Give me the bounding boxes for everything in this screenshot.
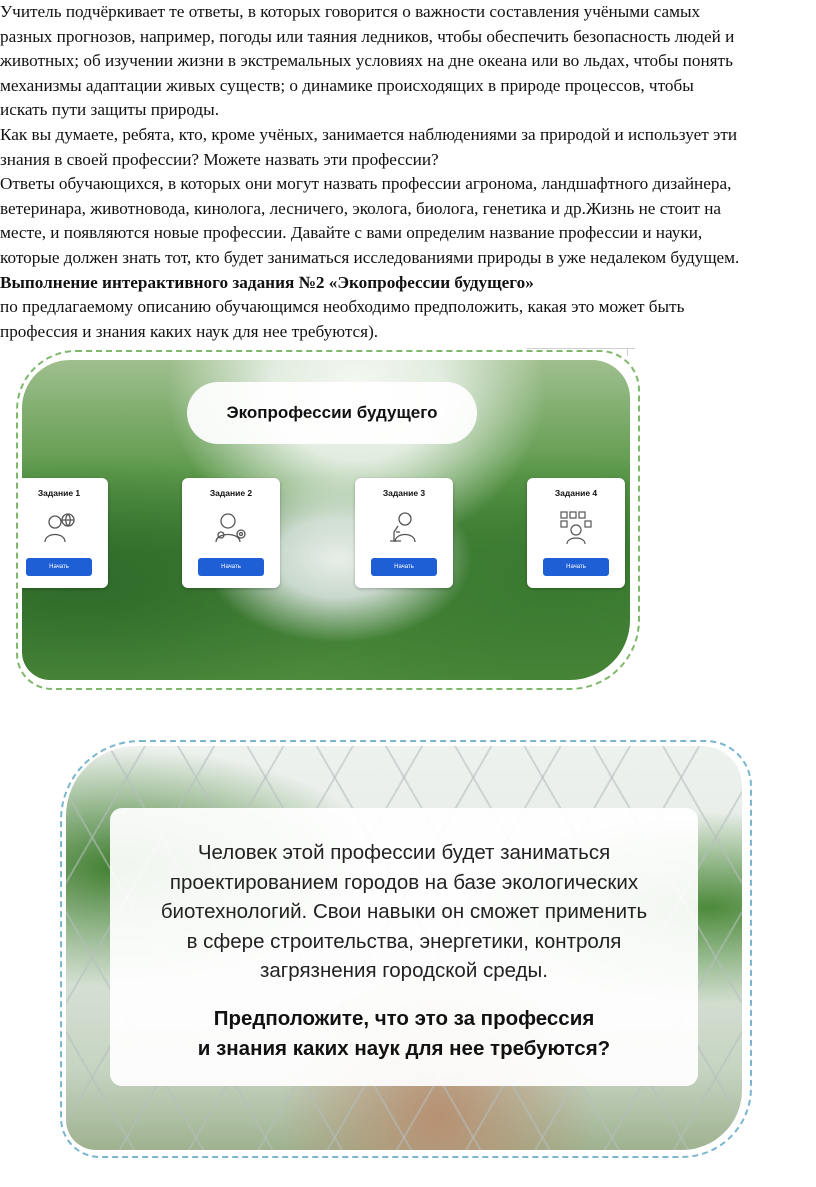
question-prompt xyxy=(110,1004,698,1063)
paragraph-line: ветеринара, животновода, кинолога, лесничего, эколога, биолога, генетика и др.Жизнь не стоит на xyxy=(0,198,722,218)
profession-description xyxy=(110,838,698,986)
paragraph-line: механизмы адаптации живых существ; о динамике происходящих в природе процессов, чтобы xyxy=(0,75,694,95)
task-title: Задание 4 xyxy=(554,488,598,498)
description-line: Человек этой профессии будет заниматься xyxy=(197,841,611,864)
paragraph-line: по предлагаемому описанию обучающимся необходимо предположить, какая это может быть xyxy=(0,297,685,317)
task-card-3[interactable] xyxy=(355,478,453,588)
description-line: загрязнения городской среды. xyxy=(260,959,548,983)
paragraph-line: животных; об изучении жизни в экстремальных условиях на дне океана или во льдах, чтобы понять xyxy=(0,51,733,71)
question-card xyxy=(110,808,698,1086)
screenshot-edge xyxy=(627,348,628,356)
task-title: Задание 3 xyxy=(382,488,426,498)
person-with-data-grid-icon xyxy=(557,508,595,546)
paragraph-line: которые должен знать тот, кто будет заниматься исследованиями природы в уже недалеком будущем. xyxy=(0,247,740,267)
task-card-4[interactable] xyxy=(527,478,625,588)
paragraph-line: профессия и знания каких наук для нее требуются). xyxy=(0,321,379,341)
scientist-with-microscope-icon xyxy=(385,508,423,546)
slide-ecoprofessions-menu xyxy=(22,360,630,680)
paragraph-line: разных прогнозов, например, погоды или таяния ледников, чтобы обеспечить безопасность людей и xyxy=(0,26,735,46)
task-card-1[interactable] xyxy=(22,478,108,588)
task-card-2[interactable] xyxy=(182,478,280,588)
section-heading: Выполнение интерактивного задания №2 «Экопрофессии будущего» xyxy=(0,272,534,292)
paragraph-line: искать пути защиты природы. xyxy=(0,100,220,120)
paragraph-line: Ответы обучающихся, в которых они могут назвать профессии агронома, ландшафтного дизайнера, xyxy=(0,174,732,194)
paragraph-line: Как вы думаете, ребята, кто, кроме учёных, занимается наблюдениями за природой и использует эти xyxy=(0,124,738,144)
start-task-3-button[interactable]: Начать xyxy=(371,558,437,576)
description-line: в сфере строительства, энергетики, контроля xyxy=(186,929,622,953)
description-line: проектированием городов на базе экологических xyxy=(169,870,639,894)
paragraph-line: знания в своей профессии? Можете назвать эти профессии? xyxy=(0,149,439,169)
start-task-1-button[interactable]: Начать xyxy=(26,558,92,576)
question-line: и знания каких наук для нее требуются? xyxy=(197,1036,611,1060)
question-line: Предположите, что это за профессия xyxy=(213,1007,595,1030)
paragraph-line: Учитель подчёркивает те ответы, в которых говорится о важности составления учёными самых xyxy=(0,2,701,21)
start-task-2-button[interactable]: Начать xyxy=(198,558,264,576)
slide-task-question xyxy=(66,746,742,1150)
slide-title: Экопрофессии будущего xyxy=(187,382,477,444)
person-with-globe-icon xyxy=(40,508,78,546)
task-title: Задание 2 xyxy=(209,488,253,498)
task-title: Задание 1 xyxy=(37,488,81,498)
start-task-4-button[interactable]: Начать xyxy=(543,558,609,576)
description-line: биотехнологий. Свои навыки он сможет применить xyxy=(160,900,648,924)
lesson-text xyxy=(0,0,816,344)
paragraph-line: месте, и появляются новые профессии. Давайте с вами определим название профессии и науки, xyxy=(0,223,703,243)
person-with-gears-icon xyxy=(212,508,250,546)
